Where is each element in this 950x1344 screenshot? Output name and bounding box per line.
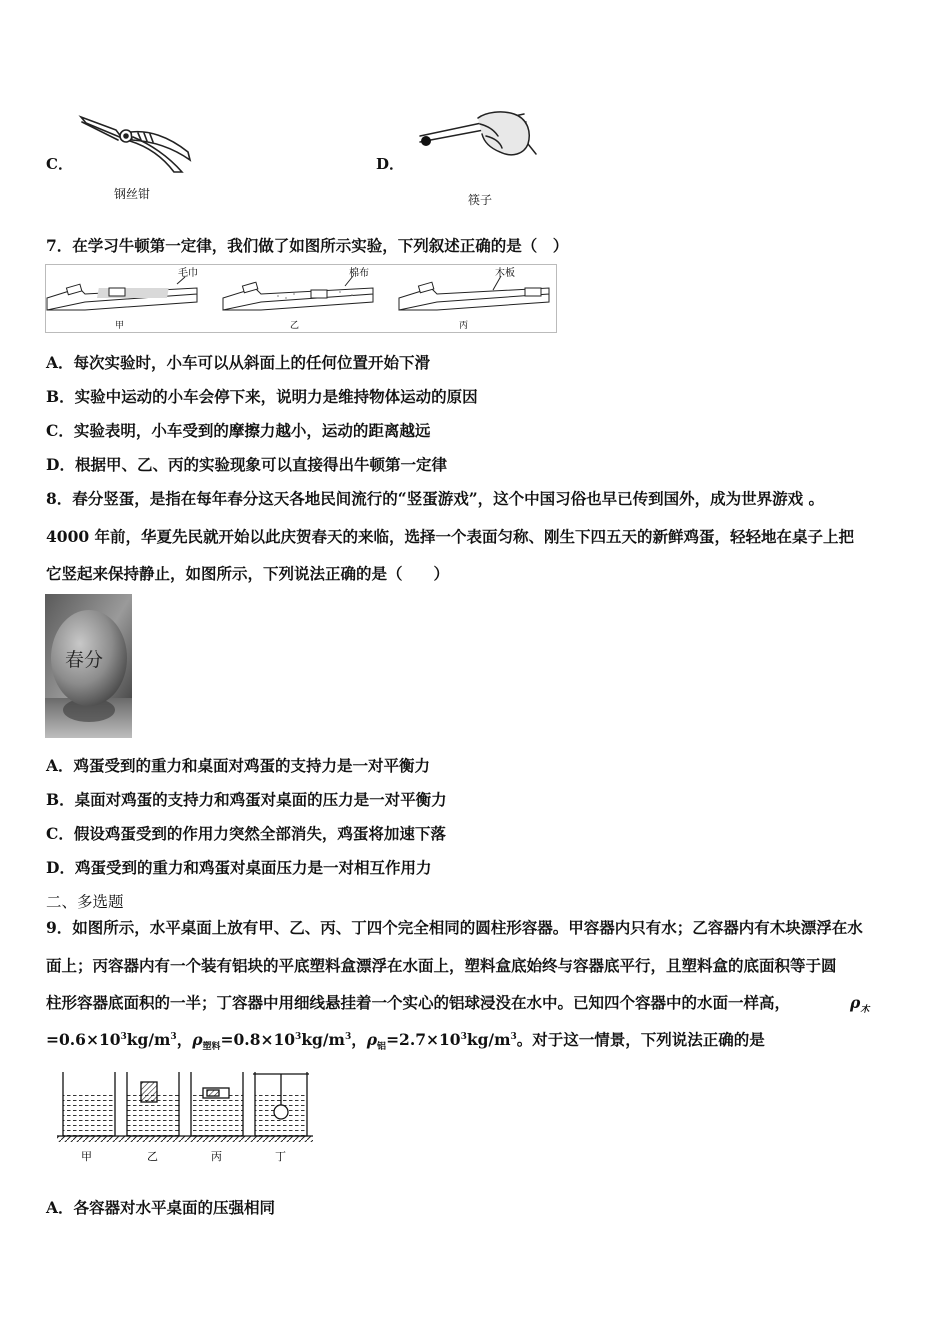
q9-containers-figure [55,1068,325,1168]
panel-label-bing: 丙 [459,321,469,331]
pliers-figure [78,108,198,178]
q9-stem-line-2: 面上；丙容器内有一个装有铝块的平底塑料盒漂浮在水面上，塑料盒底始终与容器底平行，且塑料盒的底面积等于圆 [46,956,837,975]
q8-stem-line-3: 它竖起来保持静止，如图所示，下列说法正确的是（ ） [46,564,450,583]
q7-figure [45,264,557,334]
section-title: 二、多选题 [46,893,124,911]
chopsticks-figure [416,108,541,163]
q7-option-c: C．实验表明，小车受到的摩擦力越小，运动的距离越远 [46,421,431,440]
panel-yi-apparatus [223,276,373,310]
container-ding [253,1072,309,1136]
panel-label-yi: 乙 [290,321,300,331]
q9-stem-line-3: 柱形容器底面积的一半；丁容器中用细线悬挂着一个实心的铝球浸没在水中。已知四个容器中的水面一样高， [46,993,791,1012]
container-label-jia: 甲 [81,1150,92,1163]
panel-bing-apparatus [399,276,549,310]
panel-jia-apparatus [47,277,197,310]
q8-option-c: C．假设鸡蛋受到的作用力突然全部消失，鸡蛋将加速下落 [46,824,446,843]
pliers-caption: 钢丝钳 [114,187,151,201]
egg-photo [45,594,132,738]
surface-label-cotton: 棉布 [349,268,369,279]
q7-option-d: D．根据甲、乙、丙的实验现象可以直接得出牛顿第一定律 [46,455,447,474]
chopsticks-caption: 筷子 [468,193,493,207]
q9-stem-line-4: $=0.6\times 10^3kg/m^3$，$\rho_{塑料}=0.8\times 10^3kg/m^3$，$\rho_铝=2.7\times 10^3kg/m^3$。对于这一情景，下列说法正确的是 [46,1030,765,1053]
rho-wood-sub: 木 [860,1005,870,1016]
egg-inscription: 春分 [65,649,104,671]
q8-option-d: D．鸡蛋受到的重力和鸡蛋对桌面压力是一对相互作用力 [46,858,432,877]
container-yi [127,1072,179,1136]
q8-option-a: A．鸡蛋受到的重力和桌面对鸡蛋的支持力是一对平衡力 [46,756,431,775]
q7-stem: 7．在学习牛顿第一定律，我们做了如图所示实验，下列叙述正确的是（ ） [46,236,569,255]
q8-stem-line-1: 8．春分竖蛋，是指在每年春分这天各地民间流行的“竖蛋游戏”，这个中国习俗也早已传到国外，成为世界游戏 。 [46,489,825,508]
option-c-letter: C． [46,155,73,173]
container-label-bing: 丙 [211,1150,222,1163]
surface-label-wood: 木板 [495,268,515,279]
panel-label-jia: 甲 [115,321,125,331]
surface-label-towel: 毛巾 [178,268,198,279]
option-d-letter: D． [376,155,405,173]
q9-option-a: A．各容器对水平桌面的压强相同 [46,1198,276,1217]
container-label-yi: 乙 [147,1150,158,1163]
container-label-ding: 丁 [275,1150,286,1163]
rho-symbol-wood: $\rho_木$ [850,993,870,1016]
q9-stem-line-1: 9．如图所示，水平桌面上放有甲、乙、丙、丁四个完全相同的圆柱形容器。甲容器内只有水；乙容器内有木块漂浮在水 [46,918,863,937]
q8-option-b: B．桌面对鸡蛋的支持力和鸡蛋对桌面的压力是一对平衡力 [46,790,447,809]
container-jia [63,1072,115,1136]
q8-stem-line-2: 4000 年前，华夏先民就开始以此庆贺春天的来临，选择一个表面匀称、刚生下四五天的新鲜鸡蛋，轻轻地在桌子上把 [46,527,855,546]
container-bing [191,1072,243,1136]
q7-option-b: B．实验中运动的小车会停下来，说明力是维持物体运动的原因 [46,387,478,406]
q7-option-a: A．每次实验时，小车可以从斜面上的任何位置开始下滑 [46,353,431,372]
